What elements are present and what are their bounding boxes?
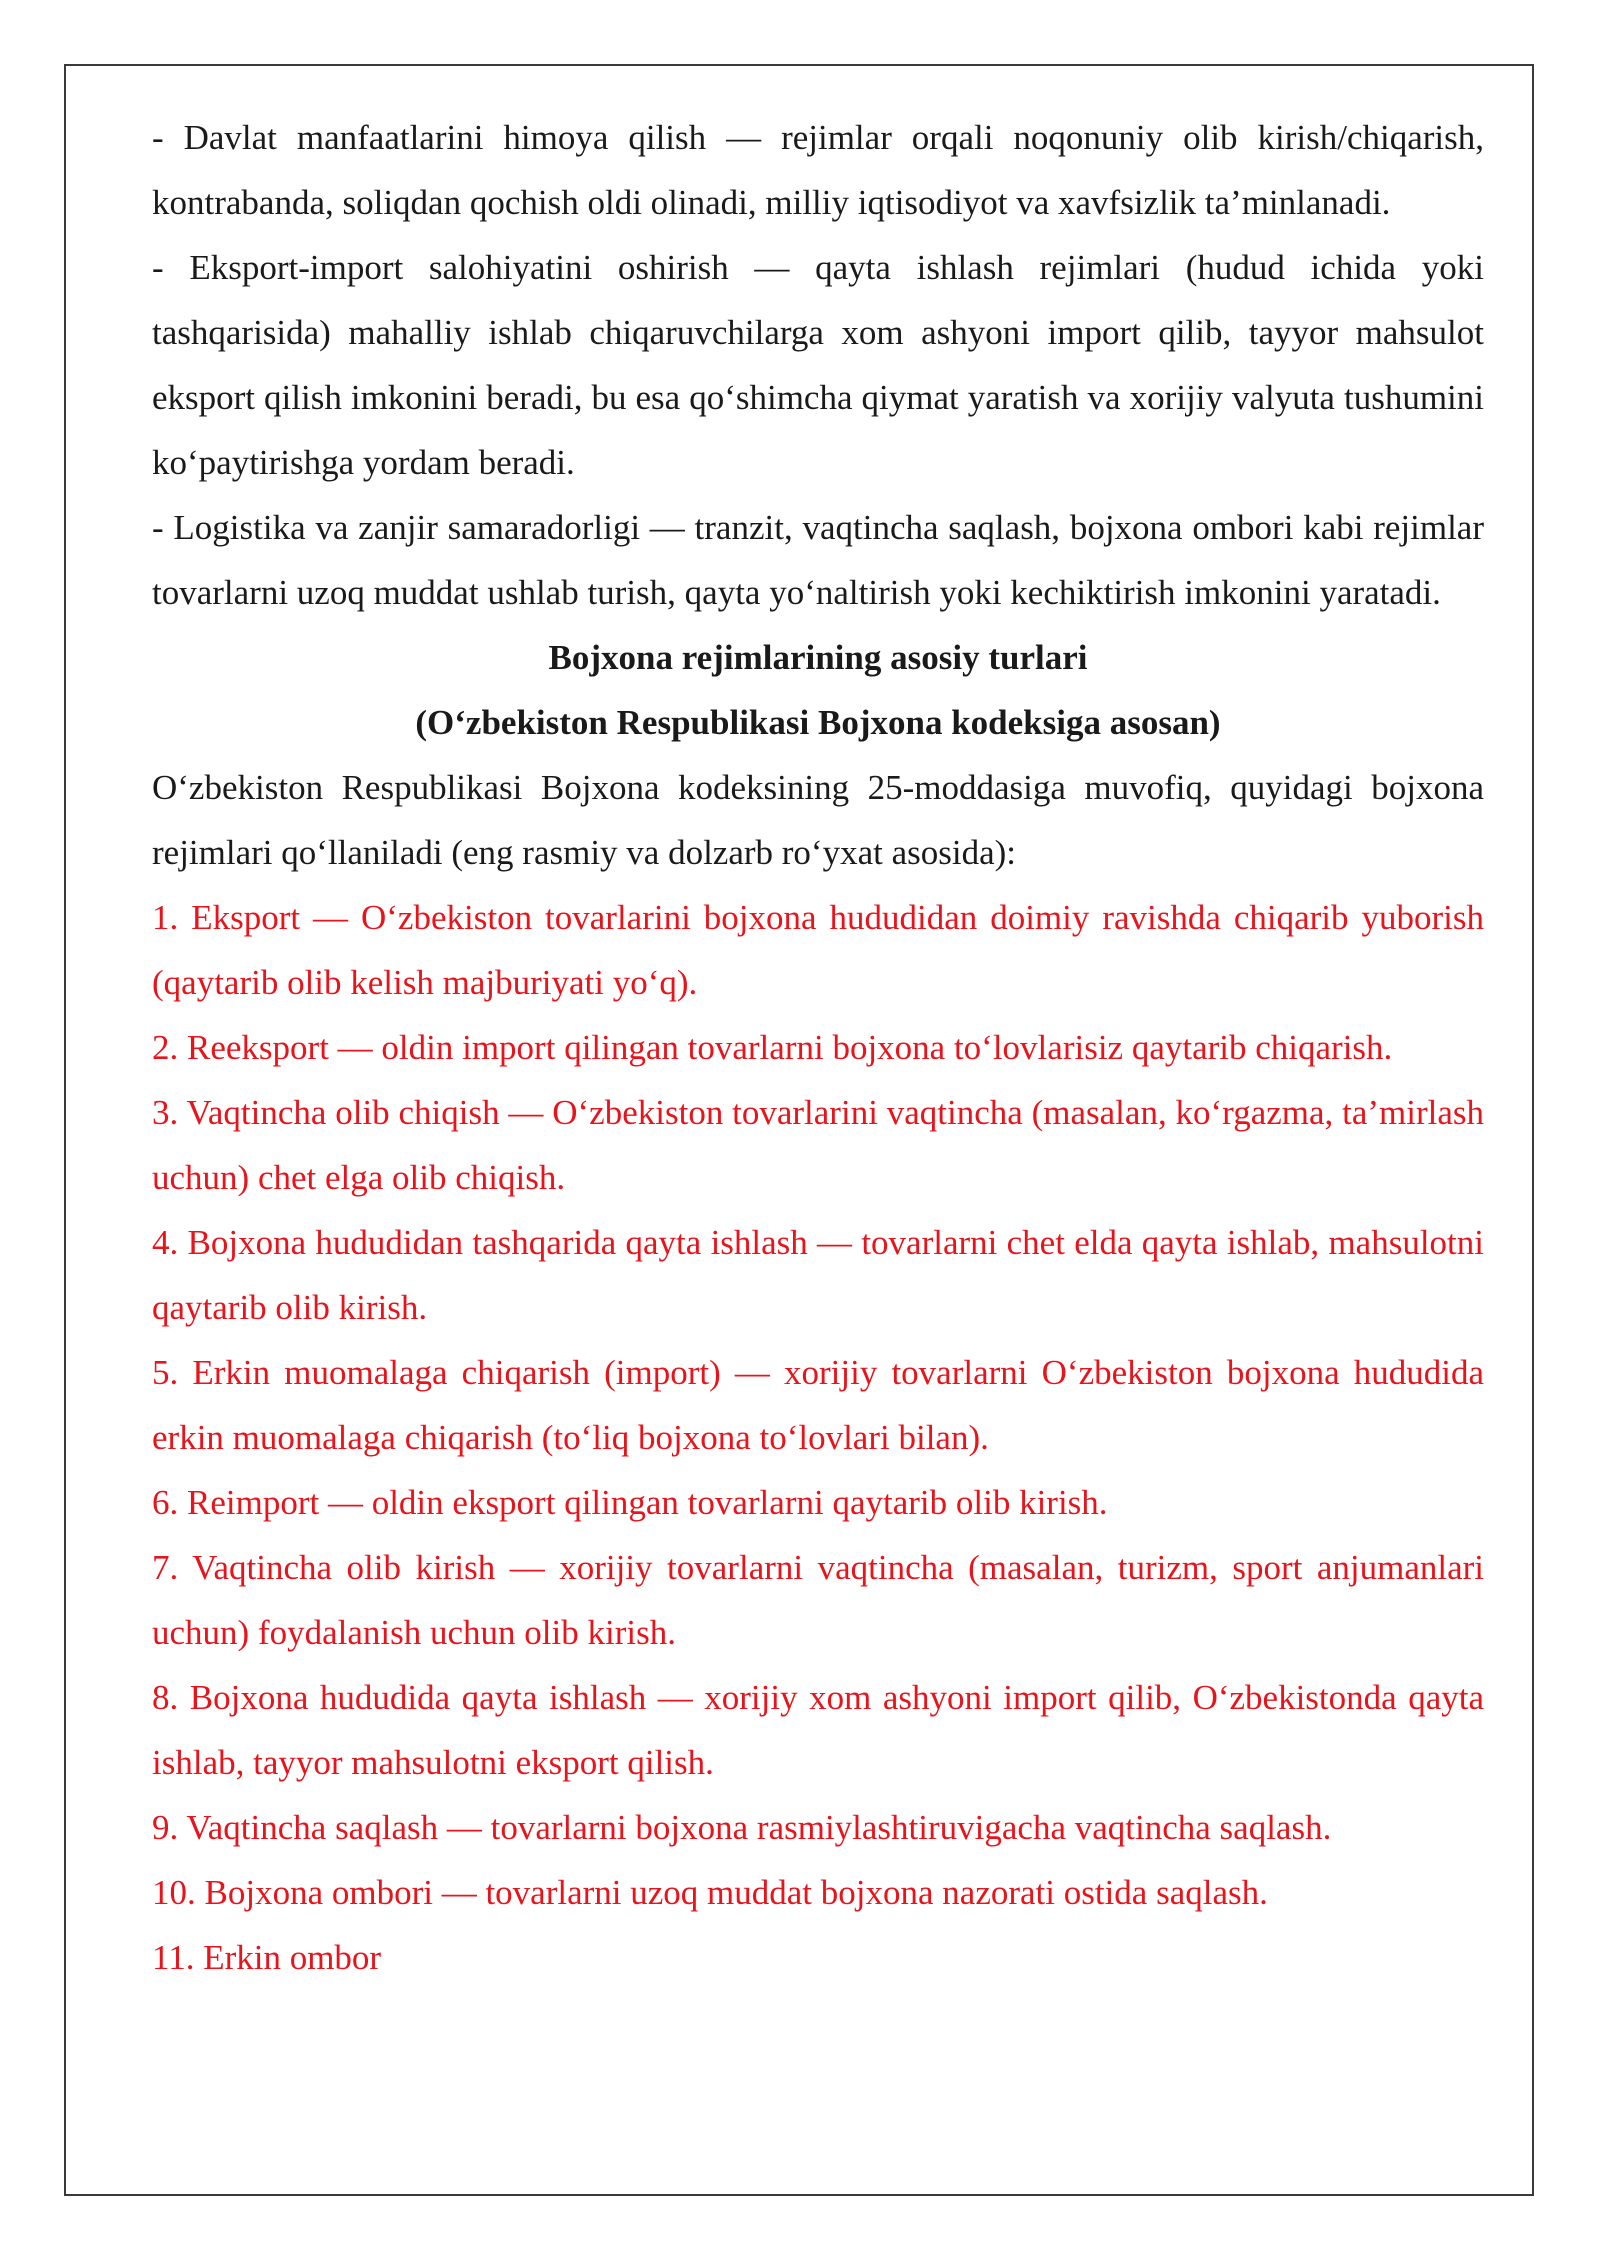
regime-item: 7. Vaqtincha olib kirish — xorijiy tovarlarni vaqtincha (masalan, turizm, sport anjumanlari uchun) foydalanish uchun olib kirish.: [152, 1548, 1484, 1652]
regime-item: 3. Vaqtincha olib chiqish — O‘zbekiston tovarlarini vaqtincha (masalan, ko‘rgazma, ta’mirlash uchun) chet elga olib chiqish.: [152, 1093, 1484, 1197]
regime-item: 2. Reeksport — oldin import qilingan tovarlarni bojxona to‘lovlarisiz qaytarib chiqarish.: [152, 1028, 1393, 1067]
regime-item: 5. Erkin muomalaga chiqarish (import) — xorijiy tovarlarni O‘zbekiston bojxona hududida erkin muomalaga chiqarish (to‘liq bojxona to‘lovlari bilan).: [152, 1353, 1484, 1457]
lead-paragraph: O‘zbekiston Respublikasi Bojxona kodeksining 25-moddasiga muvofiq, quyidagi bojxona rejimlari qo‘llaniladi (eng rasmiy va dolzarb ro‘yxat asosida):: [152, 768, 1484, 872]
regime-item: 1. Eksport — O‘zbekiston tovarlarini bojxona hududidan doimiy ravishda chiqarib yuborish (qaytarib olib kelish majburiyati yo‘q).: [152, 898, 1484, 1002]
regime-item: 9. Vaqtincha saqlash — tovarlarni bojxona rasmiylashtiruvigacha vaqtincha saqlash.: [152, 1808, 1332, 1847]
document-body: [152, 105, 1484, 1990]
intro-paragraph: - Davlat manfaatlarini himoya qilish — rejimlar orqali noqonuniy olib kirish/chiqarish, kontrabanda, soliqdan qochish oldi olinadi, milliy iqtisodiyot va xavfsizlik ta’minlanadi.: [152, 118, 1484, 222]
intro-paragraph: - Logistika va zanjir samaradorligi — tranzit, vaqtincha saqlash, bojxona ombori kabi rejimlar tovarlarni uzoq muddat ushlab turish, qayta yo‘naltirish yoki kechiktirish imkonini yaratadi.: [152, 508, 1484, 612]
regime-item: 8. Bojxona hududida qayta ishlash — xorijiy xom ashyoni import qilib, O‘zbekistonda qayta ishlab, tayyor mahsulotni eksport qilish.: [152, 1678, 1484, 1782]
section-subheading: (O‘zbekiston Respublikasi Bojxona kodeksiga asosan): [415, 703, 1221, 742]
intro-paragraph: - Eksport-import salohiyatini oshirish — qayta ishlash rejimlari (hudud ichida yoki tashqarisida) mahalliy ishlab chiqaruvchilarga xom ashyoni import qilib, tayyor mahsulot eksport qilish imkonini beradi, bu esa qo‘shimcha qiymat yaratish va xorijiy valyuta tushumini ko‘paytirishga yordam beradi.: [152, 248, 1484, 482]
regime-list: [152, 885, 1484, 1990]
regime-item: 11. Erkin ombor: [152, 1938, 382, 1977]
regime-item: 10. Bojxona ombori — tovarlarni uzoq muddat bojxona nazorati ostida saqlash.: [152, 1873, 1268, 1912]
regime-item: 4. Bojxona hududidan tashqarida qayta ishlash — tovarlarni chet elda qayta ishlab, mahsulotni qaytarib olib kirish.: [152, 1223, 1484, 1327]
regime-item: 6. Reimport — oldin eksport qilingan tovarlarni qaytarib olib kirish.: [152, 1483, 1108, 1522]
section-heading: Bojxona rejimlarining asosiy turlari: [548, 638, 1088, 677]
